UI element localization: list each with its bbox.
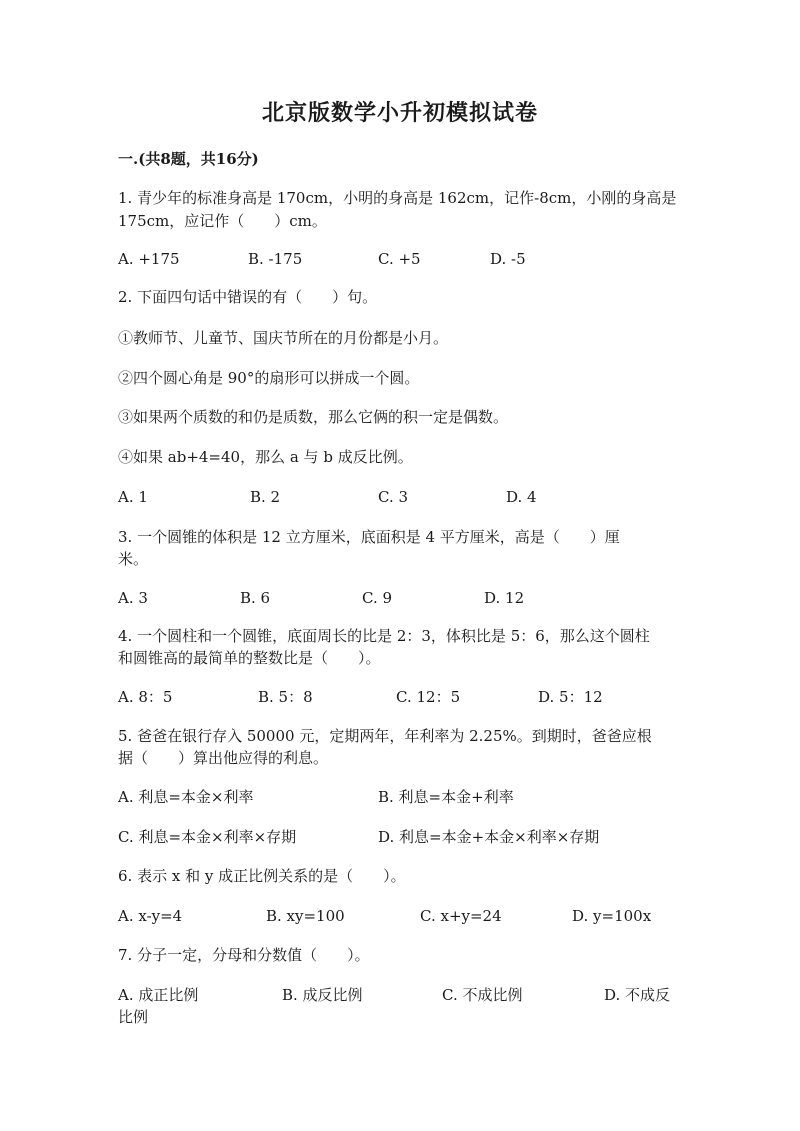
question-5-option-b: B. 利息=本金+利率 bbox=[378, 788, 514, 806]
question-7-option-a: A. 成正比例 bbox=[118, 986, 199, 1004]
question-2-statement-1: ①教师节、儿童节、国庆节所在的月份都是小月。 bbox=[118, 329, 449, 347]
question-1-option-b: B. -175 bbox=[248, 250, 303, 268]
page-title: 北京版数学小升初模拟试卷 bbox=[261, 100, 538, 126]
question-1-line-2: 175cm，应记作（ ）cm。 bbox=[118, 212, 327, 230]
question-6-option-b: B. xy=100 bbox=[266, 907, 345, 925]
question-6-option-a: A. x-y=4 bbox=[118, 907, 183, 925]
question-4-line-2: 和圆锥高的最简单的整数比是（ ）。 bbox=[118, 649, 381, 667]
question-3-line-1: 3. 一个圆锥的体积是 12 立方厘米，底面积是 4 平方厘米，高是（ ）厘 bbox=[118, 528, 620, 546]
question-3-option-d: D. 12 bbox=[484, 589, 525, 607]
question-2-option-d: D. 4 bbox=[506, 488, 537, 506]
question-5-line-2: 据（ ）算出他应得的利息。 bbox=[118, 749, 329, 767]
question-5-option-d: D. 利息=本金+本金×利率×存期 bbox=[378, 828, 600, 846]
question-5-line-1: 5. 爸爸在银行存入 50000 元，定期两年，年利率为 2.25%。到期时，爸爸应根 bbox=[118, 727, 652, 745]
question-4-line-1: 4. 一个圆柱和一个圆锥，底面周长的比是 2：3，体积比是 5：6，那么这个圆柱 bbox=[118, 627, 650, 645]
question-4-option-a: A. 8：5 bbox=[118, 688, 173, 706]
question-7-option-d: D. 不成反 bbox=[604, 986, 671, 1004]
question-4-option-d: D. 5：12 bbox=[538, 688, 603, 706]
question-2-option-b: B. 2 bbox=[250, 488, 281, 506]
question-7-option-d-continued: 比例 bbox=[118, 1008, 149, 1026]
question-2-option-a: A. 1 bbox=[118, 488, 148, 506]
question-2-statement-2: ②四个圆心角是 90°的扇形可以拼成一个圆。 bbox=[118, 369, 420, 387]
question-5-option-a: A. 利息=本金×利率 bbox=[118, 788, 254, 806]
question-3-option-b: B. 6 bbox=[240, 589, 271, 607]
question-1-option-c: C. +5 bbox=[378, 250, 421, 268]
question-5-option-c: C. 利息=本金×利率×存期 bbox=[118, 828, 297, 846]
question-2-option-c: C. 3 bbox=[378, 488, 409, 506]
question-3-line-2: 米。 bbox=[118, 550, 149, 568]
question-6-option-c: C. x+y=24 bbox=[420, 907, 502, 925]
question-3-option-c: C. 9 bbox=[362, 589, 393, 607]
question-7-stem: 7. 分子一定，分母和分数值（ ）。 bbox=[118, 946, 370, 964]
question-6-option-d: D. y=100x bbox=[572, 907, 652, 925]
question-2-statement-4: ④如果 ab+4=40，那么 a 与 b 成反比例。 bbox=[118, 448, 413, 466]
question-7-option-b: B. 成反比例 bbox=[282, 986, 363, 1004]
question-4-option-c: C. 12：5 bbox=[396, 688, 461, 706]
question-4-option-b: B. 5：8 bbox=[258, 688, 313, 706]
question-2-statement-3: ③如果两个质数的和仍是质数，那么它俩的积一定是偶数。 bbox=[118, 408, 509, 426]
question-7-option-c: C. 不成比例 bbox=[442, 986, 523, 1004]
question-2-stem: 2. 下面四句话中错误的有（ ）句。 bbox=[118, 288, 378, 306]
question-1-option-a: A. +175 bbox=[118, 250, 180, 268]
question-1-option-d: D. -5 bbox=[490, 250, 526, 268]
question-6-stem: 6. 表示 x 和 y 成正比例关系的是（ ）。 bbox=[118, 867, 406, 885]
question-3-option-a: A. 3 bbox=[118, 589, 148, 607]
question-1-line-1: 1. 青少年的标准身高是 170cm，小明的身高是 162cm，记作-8cm，小刚的身高是 bbox=[118, 189, 677, 207]
section-heading: 一.(共8题，共16分) bbox=[118, 150, 259, 168]
